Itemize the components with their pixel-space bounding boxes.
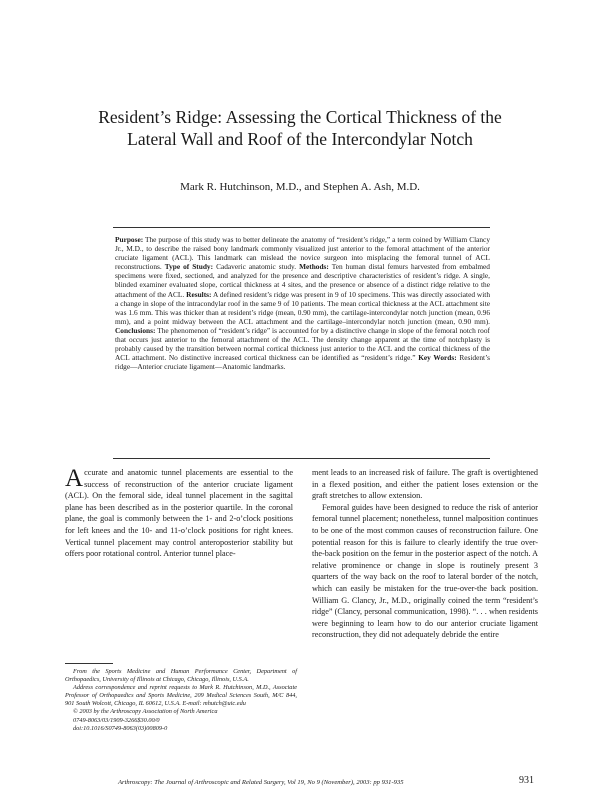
drop-cap: A [65,465,84,492]
conclusions-text: The phenomenon of “resident’s ridge” is accounted for by a distinctive change in slope of the femoral notch roof that occurs just anterior to the femoral attachment of the ACL. The density change apparent at the time of notchplasty is probably caused by the transition between normal cortical thickness just anterior to the ACL and the cortical thickness of the ACL attachment. No distinctive increased cortical thickness can be identified as “resident’s ridge.” [115,325,490,363]
purpose-label: Purpose: [115,235,144,244]
running-footer: Arthroscopy: The Journal of Arthroscopic and Related Surgery, Vol 19, No 9 (November), 2003: pp 931-935 [118,779,404,786]
results-text: A defined resident’s ridge was present in 9 of 10 specimens. This was directly associated with a change in slope of the intracondylar roof in the same 9 of 10 patients. The mean cortical thickness at the ACL attachment site was 1.6 mm. This was thicker than at resident’s ridge (mean, 0.90 mm), the cartilage-intercondylar notch junction (mean, 0.96 mm), and a point midway between the ACL attachment and the cartilage–intercondylar notch junction (mean, 0.90 mm). [115,289,490,326]
intro-text: ccurate and anatomic tunnel placements are essential to the success of reconstruction of the anterior cruciate ligament (ACL). On the femoral side, ideal tunnel placement in the sagittal plane has been described as in the posterior quartile. In the coronal plane, the goal is commonly between the 1- and 2-o’clock positions for left knees and the 10- and 11-o’clock positions for right knees. Vertical tunnel placement may control anteroposterior stability but offers poor rotational control. Anterior tunnel place- [65,468,293,559]
type-label: Type of Study: [164,262,214,272]
footnotes [65,668,297,733]
purpose-text: The purpose of this study was to better delineate the anatomy of “resident’s ridge,” a term coined by William Clancy Jr., M.D., to describe the raised bony landmark commonly visualized just anterior to the femoral attachment of the anterior cruciate ligament (ACL). This landmark can mislead the novice surgeon into misplacing the femoral tunnel of ACL reconstructions. [115,235,490,272]
results-label: Results: [186,289,212,299]
abstract-top-rule [113,227,490,228]
methods-text: Ten human distal femurs harvested from embalmed specimens were fixed, sectioned, and analyzed for the presence and descriptive characteristics of resident’s ridge. A single, blinded examiner evaluated slope, cortical thickness at 4 sites, and the presence or absence of a distinct ridge relative to the attachment of the ACL. [115,262,490,299]
right-paragraph-1: ment leads to an increased risk of failure. The graft is overtightened in a flexed position, and either the patient loses extension or the graft stretches to allow extension. [312,468,538,501]
issn-note: 0749-8063/03/1909-3266$30.00/0 [73,716,160,724]
doi-note: doi:10.1016/S0749-8063(03)00809-0 [73,724,168,732]
paper-title [60,106,540,150]
right-paragraph-2: Femoral guides have been designed to reduce the risk of anterior femoral tunnel placement; nonetheless, tunnel malposition continues to be one of the most common causes of reconstruction failure. One potential reason for this is failure to clearly identify the true over-the-back position on the femur in the posterior aspect of the notch. A relative prominence or change in slope is routinely present 3 quarters of the way back on the roof to lateral border of the notch, which can easily be mistaken for the true-over-the back position. William G. Clancy, Jr., M.D., originally coined the term “resident’s ridge” (Clancy, personal communication, 1998). “. . . when residents were beginning to learn how to do our anterior cruciate ligament reconstruction, they did not adequately debride the entire [312,502,538,640]
type-text: Cadaveric anatomic study. [216,262,297,272]
body-left-column [65,467,293,560]
abstract [115,235,490,371]
footnote-rule [65,663,113,664]
body-right-column [312,467,538,641]
methods-label: Methods: [299,262,329,272]
abstract-bottom-rule [113,458,490,459]
correspondence-note: Address correspondence and reprint requests to Mark R. Hutchinson, M.D., Associate Professor of Orthopaedics and Sports Medicine, 209 Medical Sciences South, M/C 844, 901 South Wolcott, Chicago, IL 60612, U.S.A. E-mail: mhutch@uic.edu [65,684,297,708]
keywords-label: Key Words: [418,353,457,363]
intro-paragraph [65,467,293,560]
copyright-note: © 2003 by the Arthroscopy Association of North America [73,708,218,716]
conclusions-label: Conclusions: [115,325,156,335]
affiliation-note: From the Sports Medicine and Human Performance Center, Department of Orthopaedics, University of Illinois at Chicago, Chicago, Illinois, U.S.A. [65,668,297,684]
title-line-2: Lateral Wall and Roof of the Intercondylar Notch [127,129,473,149]
page-number: 931 [519,775,534,786]
keywords-text: Resident’s ridge—Anterior cruciate ligament—Anatomic landmarks. [115,353,490,372]
author-line: Mark R. Hutchinson, M.D., and Stephen A. Ash, M.D. [180,181,420,193]
title-line-1: Resident’s Ridge: Assessing the Cortical Thickness of the [98,107,502,127]
